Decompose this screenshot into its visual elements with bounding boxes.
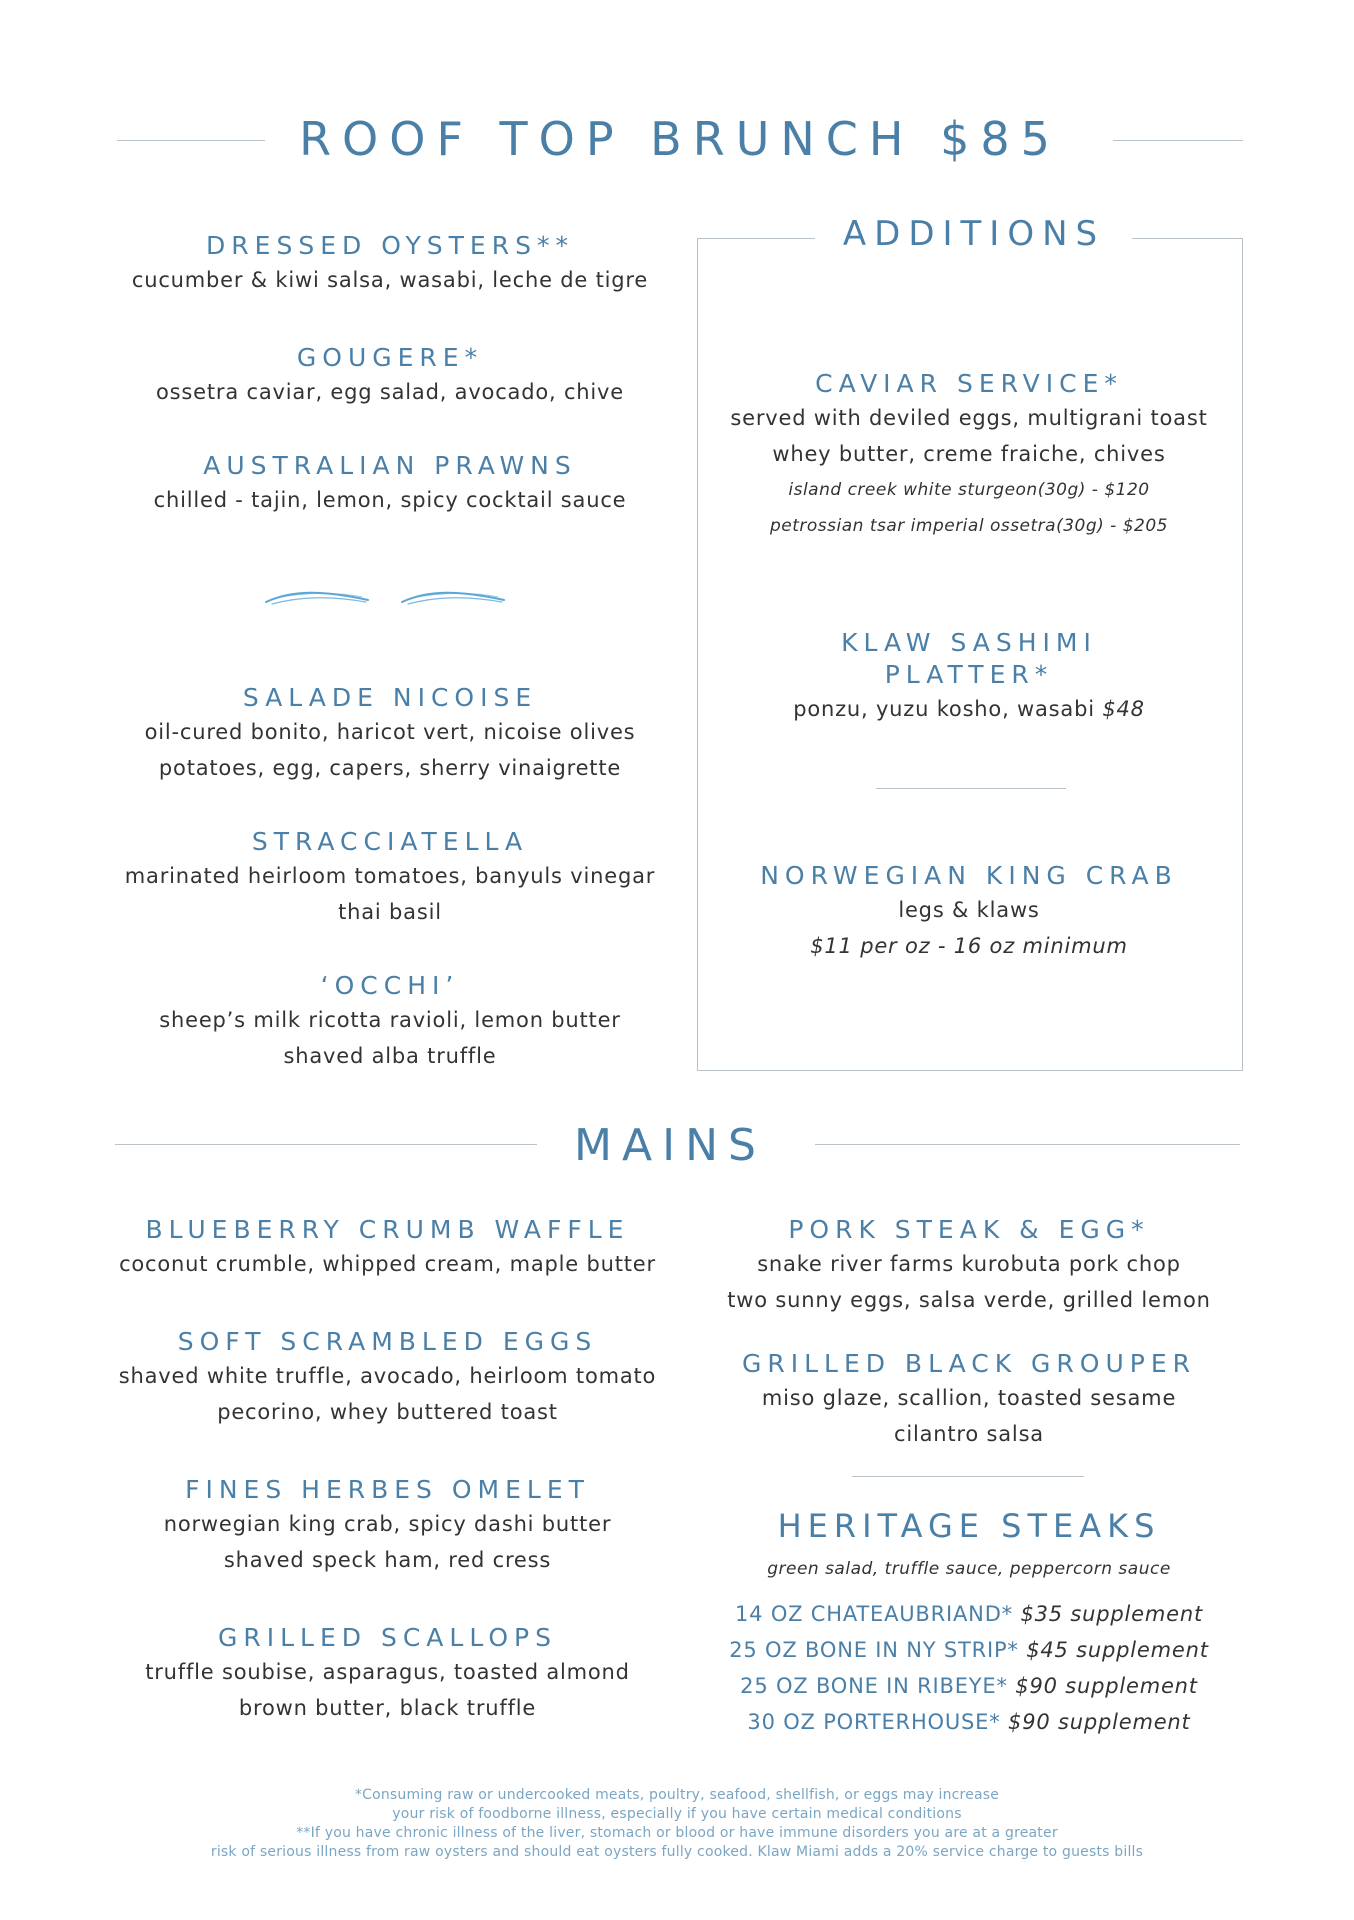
item-name: STRACCIATELLA: [251, 827, 529, 856]
item-name: GOUGERE*: [296, 343, 484, 372]
mains-title: MAINS: [574, 1120, 766, 1171]
wave-ornament-icon: [262, 588, 512, 612]
item-description: legs & klaws $11 per oz - 16 oz minimum: [697, 892, 1241, 964]
item-description: truffle soubise, asparagus, toasted almond brown butter, black truffle: [145, 1660, 630, 1720]
item-description: served with deviled eggs, multigrani toast whey butter, creme fraiche, chives: [730, 406, 1208, 466]
header-rule-left: [117, 140, 265, 141]
menu-item-gougere: [110, 342, 670, 410]
header-rule-right: [1113, 140, 1243, 141]
item-description: ponzu, yuzu kosho, wasabi $48: [793, 697, 1145, 721]
mains-rule-right: [815, 1144, 1240, 1145]
item-name: DRESSED OYSTERS**: [206, 231, 574, 260]
item-description: marinated heirloom tomatoes, banyuls vinegar thai basil: [124, 864, 656, 924]
menu-item-caviar-service: [697, 368, 1241, 544]
additions-title: ADDITIONS: [842, 214, 1106, 254]
steak-option: 25 OZ BONE IN NY STRIP* $45 supplement: [729, 1638, 1209, 1662]
menu-item-australian-prawns: [110, 450, 670, 518]
item-name: BLUEBERRY CRUMB WAFFLE: [145, 1215, 630, 1244]
item-description: miso glaze, scallion, toasted sesame cilantro salsa: [761, 1386, 1177, 1446]
item-name: PORK STEAK & EGG*: [788, 1215, 1150, 1244]
item-name: NORWEGIAN KING CRAB: [760, 861, 1178, 890]
item-name: FINES HERBES OMELET: [185, 1475, 590, 1504]
menu-item-grilled-black-grouper: [697, 1348, 1241, 1452]
item-description: cucumber & kiwi salsa, wasabi, leche de tigre: [131, 268, 649, 292]
heritage-steaks-subtitle: green salad, truffle sauce, peppercorn sauce: [767, 1559, 1171, 1579]
menu-item-salade-nicoise: [110, 682, 670, 786]
additions-rule-right: [1132, 238, 1242, 239]
mains-right-divider: [852, 1476, 1084, 1477]
item-description: oil-cured bonito, haricot vert, nicoise olives potatoes, egg, capers, sherry vinaigrette: [144, 720, 636, 780]
menu-item-soft-scrambled-eggs: [100, 1326, 675, 1430]
item-name: GRILLED BLACK GROUPER: [741, 1349, 1197, 1378]
additions-divider: [876, 788, 1066, 789]
item-description: snake river farms kurobuta pork chop two sunny eggs, salsa verde, grilled lemon: [727, 1252, 1211, 1312]
heritage-steaks-title: HERITAGE STEAKS: [777, 1507, 1161, 1545]
item-name: KLAW SASHIMI: [841, 628, 1097, 657]
item-description: sheep’s milk ricotta ravioli, lemon butter shaved alba truffle: [159, 1008, 621, 1068]
item-description: shaved white truffle, avocado, heirloom tomato pecorino, whey buttered toast: [118, 1364, 657, 1424]
item-name: GRILLED SCALLOPS: [218, 1623, 557, 1652]
steak-option: 30 OZ PORTERHOUSE* $90 supplement: [747, 1710, 1191, 1734]
item-price: $11 per oz - 16 oz minimum: [810, 934, 1128, 958]
menu-item-pork-steak-egg: [697, 1214, 1241, 1318]
item-price: $48: [1102, 697, 1145, 721]
item-name-line2: PLATTER*: [884, 660, 1054, 689]
item-description: chilled - tajin, lemon, spicy cocktail sauce: [153, 488, 627, 512]
menu-item-fines-herbes-omelet: [100, 1474, 675, 1578]
heritage-steaks: [697, 1506, 1241, 1740]
item-name: AUSTRALIAN PRAWNS: [203, 451, 577, 480]
menu-item-blueberry-crumb-waffle: [100, 1214, 675, 1282]
steak-option: 25 OZ BONE IN RIBEYE* $90 supplement: [740, 1674, 1198, 1698]
item-name: ‘OCCHI’: [320, 971, 460, 1000]
page-title: ROOF TOP BRUNCH $85: [299, 112, 1061, 166]
item-name: CAVIAR SERVICE*: [815, 369, 1123, 398]
steak-options: [697, 1596, 1241, 1740]
menu-item-occhi: [110, 970, 670, 1074]
item-description: norwegian king crab, spicy dashi butter shaved speck ham, red cress: [163, 1512, 612, 1572]
menu-item-stracciatella: [110, 826, 670, 930]
caviar-options: island creek white sturgeon(30g) - $120 petrossian tsar imperial ossetra(30g) - $205: [769, 480, 1168, 536]
menu-item-norwegian-king-crab: [697, 860, 1241, 964]
menu-item-klaw-sashimi-platter: [697, 627, 1241, 727]
steak-option: 14 OZ CHATEAUBRIAND* $35 supplement: [735, 1602, 1203, 1626]
mains-rule-left: [115, 1144, 537, 1145]
item-name: SALADE NICOISE: [242, 683, 538, 712]
additions-rule-left: [697, 238, 815, 239]
menu-item-grilled-scallops: [100, 1622, 675, 1726]
item-description: coconut crumble, whipped cream, maple butter: [119, 1252, 656, 1276]
footnote: *Consuming raw or undercooked meats, poultry, seafood, shellfish, or eggs may increase your risk of foodborne illness, especially if you have certain medical conditions **If you have chronic illness of the liver, stomach or blood or have immune disorders you are at a greater risk of serious illness from raw oysters and should eat oysters fully cooked. Klaw Miami adds a 20% service charge to guests bills: [210, 1787, 1144, 1860]
item-description: ossetra caviar, egg salad, avocado, chive: [156, 380, 624, 404]
menu-item-dressed-oysters: [110, 230, 670, 298]
item-name: SOFT SCRAMBLED EGGS: [177, 1327, 598, 1356]
